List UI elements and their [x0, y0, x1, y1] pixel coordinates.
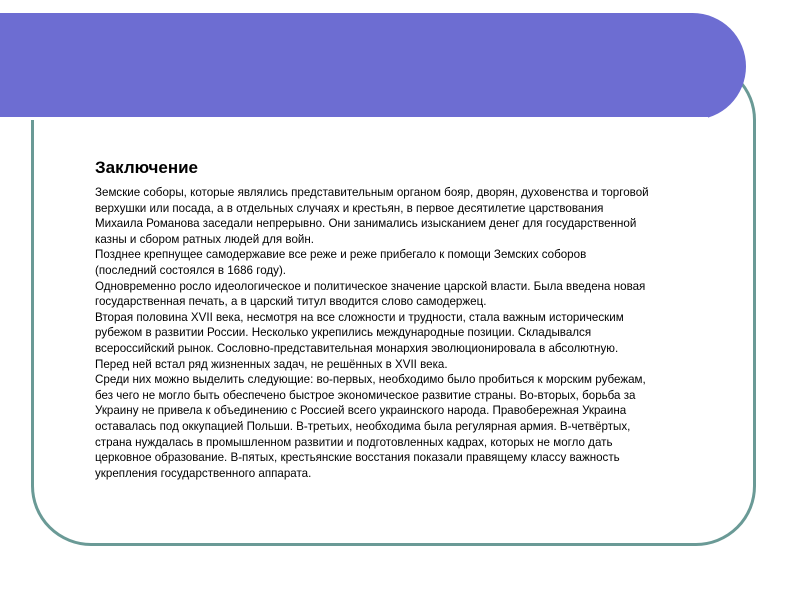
- header-divider-line: [0, 117, 708, 120]
- paragraph-2: Позднее крепнущее самодержавие все реже и реже прибегало к помощи Земских соборов (последний состоялся в 1686 году).: [95, 248, 587, 277]
- slide-title: Заключение: [95, 158, 198, 177]
- header-band: [0, 13, 746, 120]
- paragraph-5: Среди них можно выделить следующие: во-первых, необходимо было пробиться к морским рубежам, без чего не могло быть обеспечено быстрое экономическое развитие страны. Во-вторых, борьба за Украину не привела к объединению с Россией всего украинского народа. Правобережная Украина оставалась под оккупацией Польши. В-третьих, необходима была регулярная армия. В-четвёртых, страна нуждалась в промышленном развитии и подготовленных кадрах, которых не могло дать церковное образование. В-пятых, крестьянские восстания показали правящему классу важность укрепления государственного аппарата.: [95, 373, 646, 480]
- paragraph-4: Вторая половина XVII века, несмотря на все сложности и трудности, стала важным историческим рубежом в развитии России. Несколько укрепились международные позиции. Складывался всероссийский рынок. Сословно-представительная монархия эволюционировала в абсолютную. Перед ней встал ряд жизненных задач, не решённых в XVII века.: [95, 310, 624, 371]
- paragraph-1: Земские соборы, которые являлись представительным органом бояр, дворян, духовенства и торговой верхушки или посада, а в отдельных случаях и крестьян, в первое десятилетие царствования Михаила Романова заседали непрерывно. Они занимались изысканием денег для государственной казны и сбором ратных людей для войн.: [95, 186, 649, 246]
- paragraph-3: Одновременно росло идеологическое и политическое значение царской власти. Была введена новая государственная печать, а в царский титул вводится слово самодержец.: [95, 279, 646, 309]
- slide-content: [95, 157, 735, 481]
